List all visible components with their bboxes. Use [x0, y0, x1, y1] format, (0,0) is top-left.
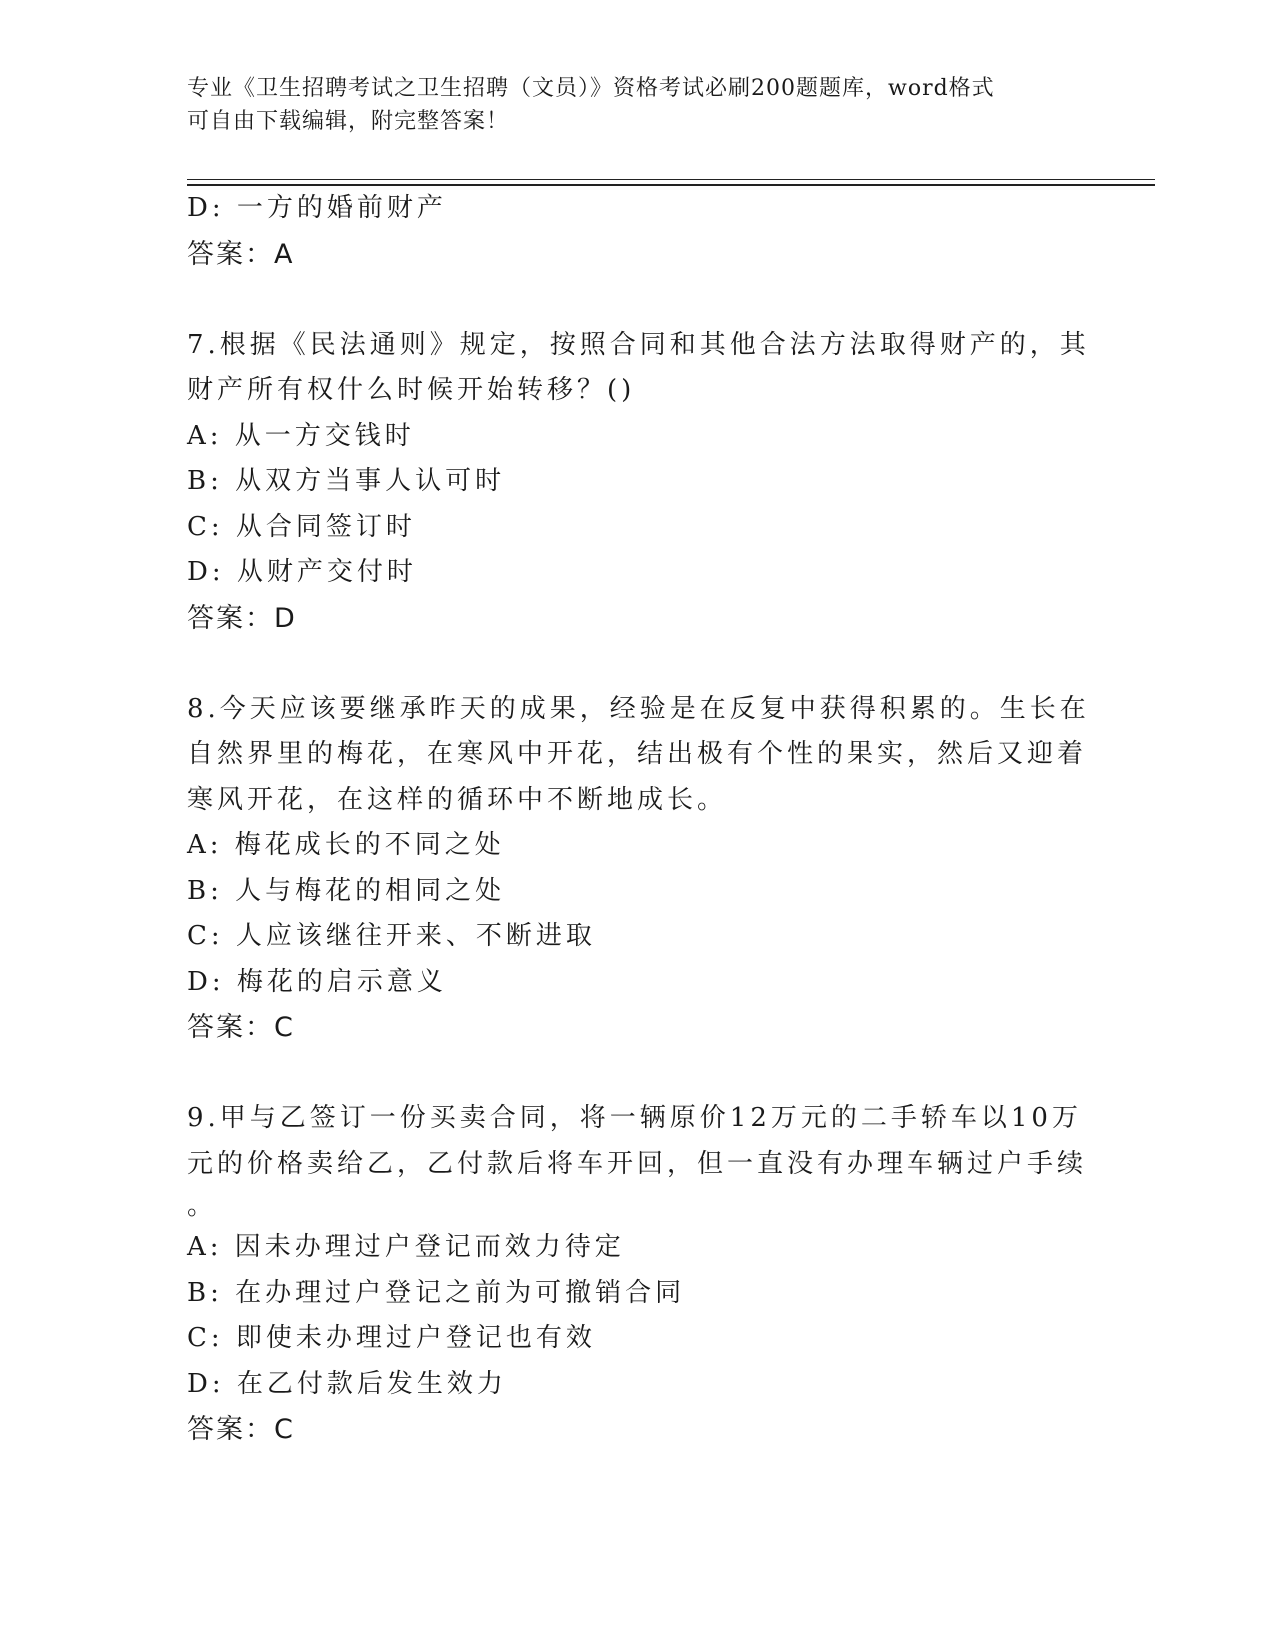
option-d: D: 在乙付款后发生效力	[187, 1368, 507, 1399]
option-d: D: 从财产交付时	[187, 557, 417, 587]
option-b: B: 在办理过户登记之前为可撤销合同	[187, 1277, 686, 1308]
question-7	[187, 323, 1090, 642]
option-b: B: 从双方当事人认可时	[187, 466, 506, 496]
question-stem-line: 寒风开花，在这样的循环中不断地成长。	[187, 784, 728, 815]
carryover-option-d: D: 一方的婚前财产	[187, 193, 447, 223]
spacer	[187, 1051, 1067, 1097]
option-d: D: 梅花的启示意义	[187, 966, 447, 997]
spacer	[187, 641, 1067, 687]
question-stem-line: 。	[187, 1191, 214, 1221]
answer: 答案：C	[187, 1414, 295, 1445]
question-stem-line: 8.今天应该要继承昨天的成果，经验是在反复中获得积累的。生长在	[187, 693, 1090, 724]
document-header	[187, 72, 1067, 138]
answer: 答案：C	[187, 1012, 295, 1043]
document-body	[187, 186, 1090, 1453]
header-line-2: 可自由下载编辑，附完整答案！	[187, 109, 510, 134]
option-c: C: 即使未办理过户登记也有效	[187, 1323, 596, 1353]
option-c: C: 人应该继往开来、不断进取	[187, 921, 596, 951]
carryover-answer: 答案：A	[187, 238, 295, 270]
option-a: A: 梅花成长的不同之处	[187, 830, 505, 860]
spacer	[187, 277, 1067, 323]
question-8	[187, 687, 1090, 1051]
question-9	[187, 1096, 1088, 1453]
option-a: A: 因未办理过户登记而效力待定	[187, 1232, 625, 1262]
question-stem-line: 9.甲与乙签订一份买卖合同，将一辆原价12万元的二手轿车以10万	[187, 1103, 1082, 1133]
answer: 答案：D	[187, 602, 297, 634]
question-stem-line: 自然界里的梅花，在寒风中开花，结出极有个性的果实，然后又迎着	[187, 739, 1088, 769]
option-a: A: 从一方交钱时	[187, 420, 415, 451]
option-c: C: 从合同签订时	[187, 511, 416, 542]
question-stem-line: 7.根据《民法通则》规定，按照合同和其他合法方法取得财产的，其	[187, 329, 1090, 360]
question-stem-line: 元的价格卖给乙，乙付款后将车开回，但一直没有办理车辆过户手续	[187, 1148, 1088, 1179]
header-line-1: 专业《卫生招聘考试之卫生招聘（文员）》资格考试必刷200题题库，word格式	[187, 76, 995, 101]
option-b: B: 人与梅花的相同之处	[187, 875, 506, 906]
header-divider-thin	[187, 179, 1155, 180]
question-stem-line: 财产所有权什么时候开始转移？()	[187, 375, 636, 405]
